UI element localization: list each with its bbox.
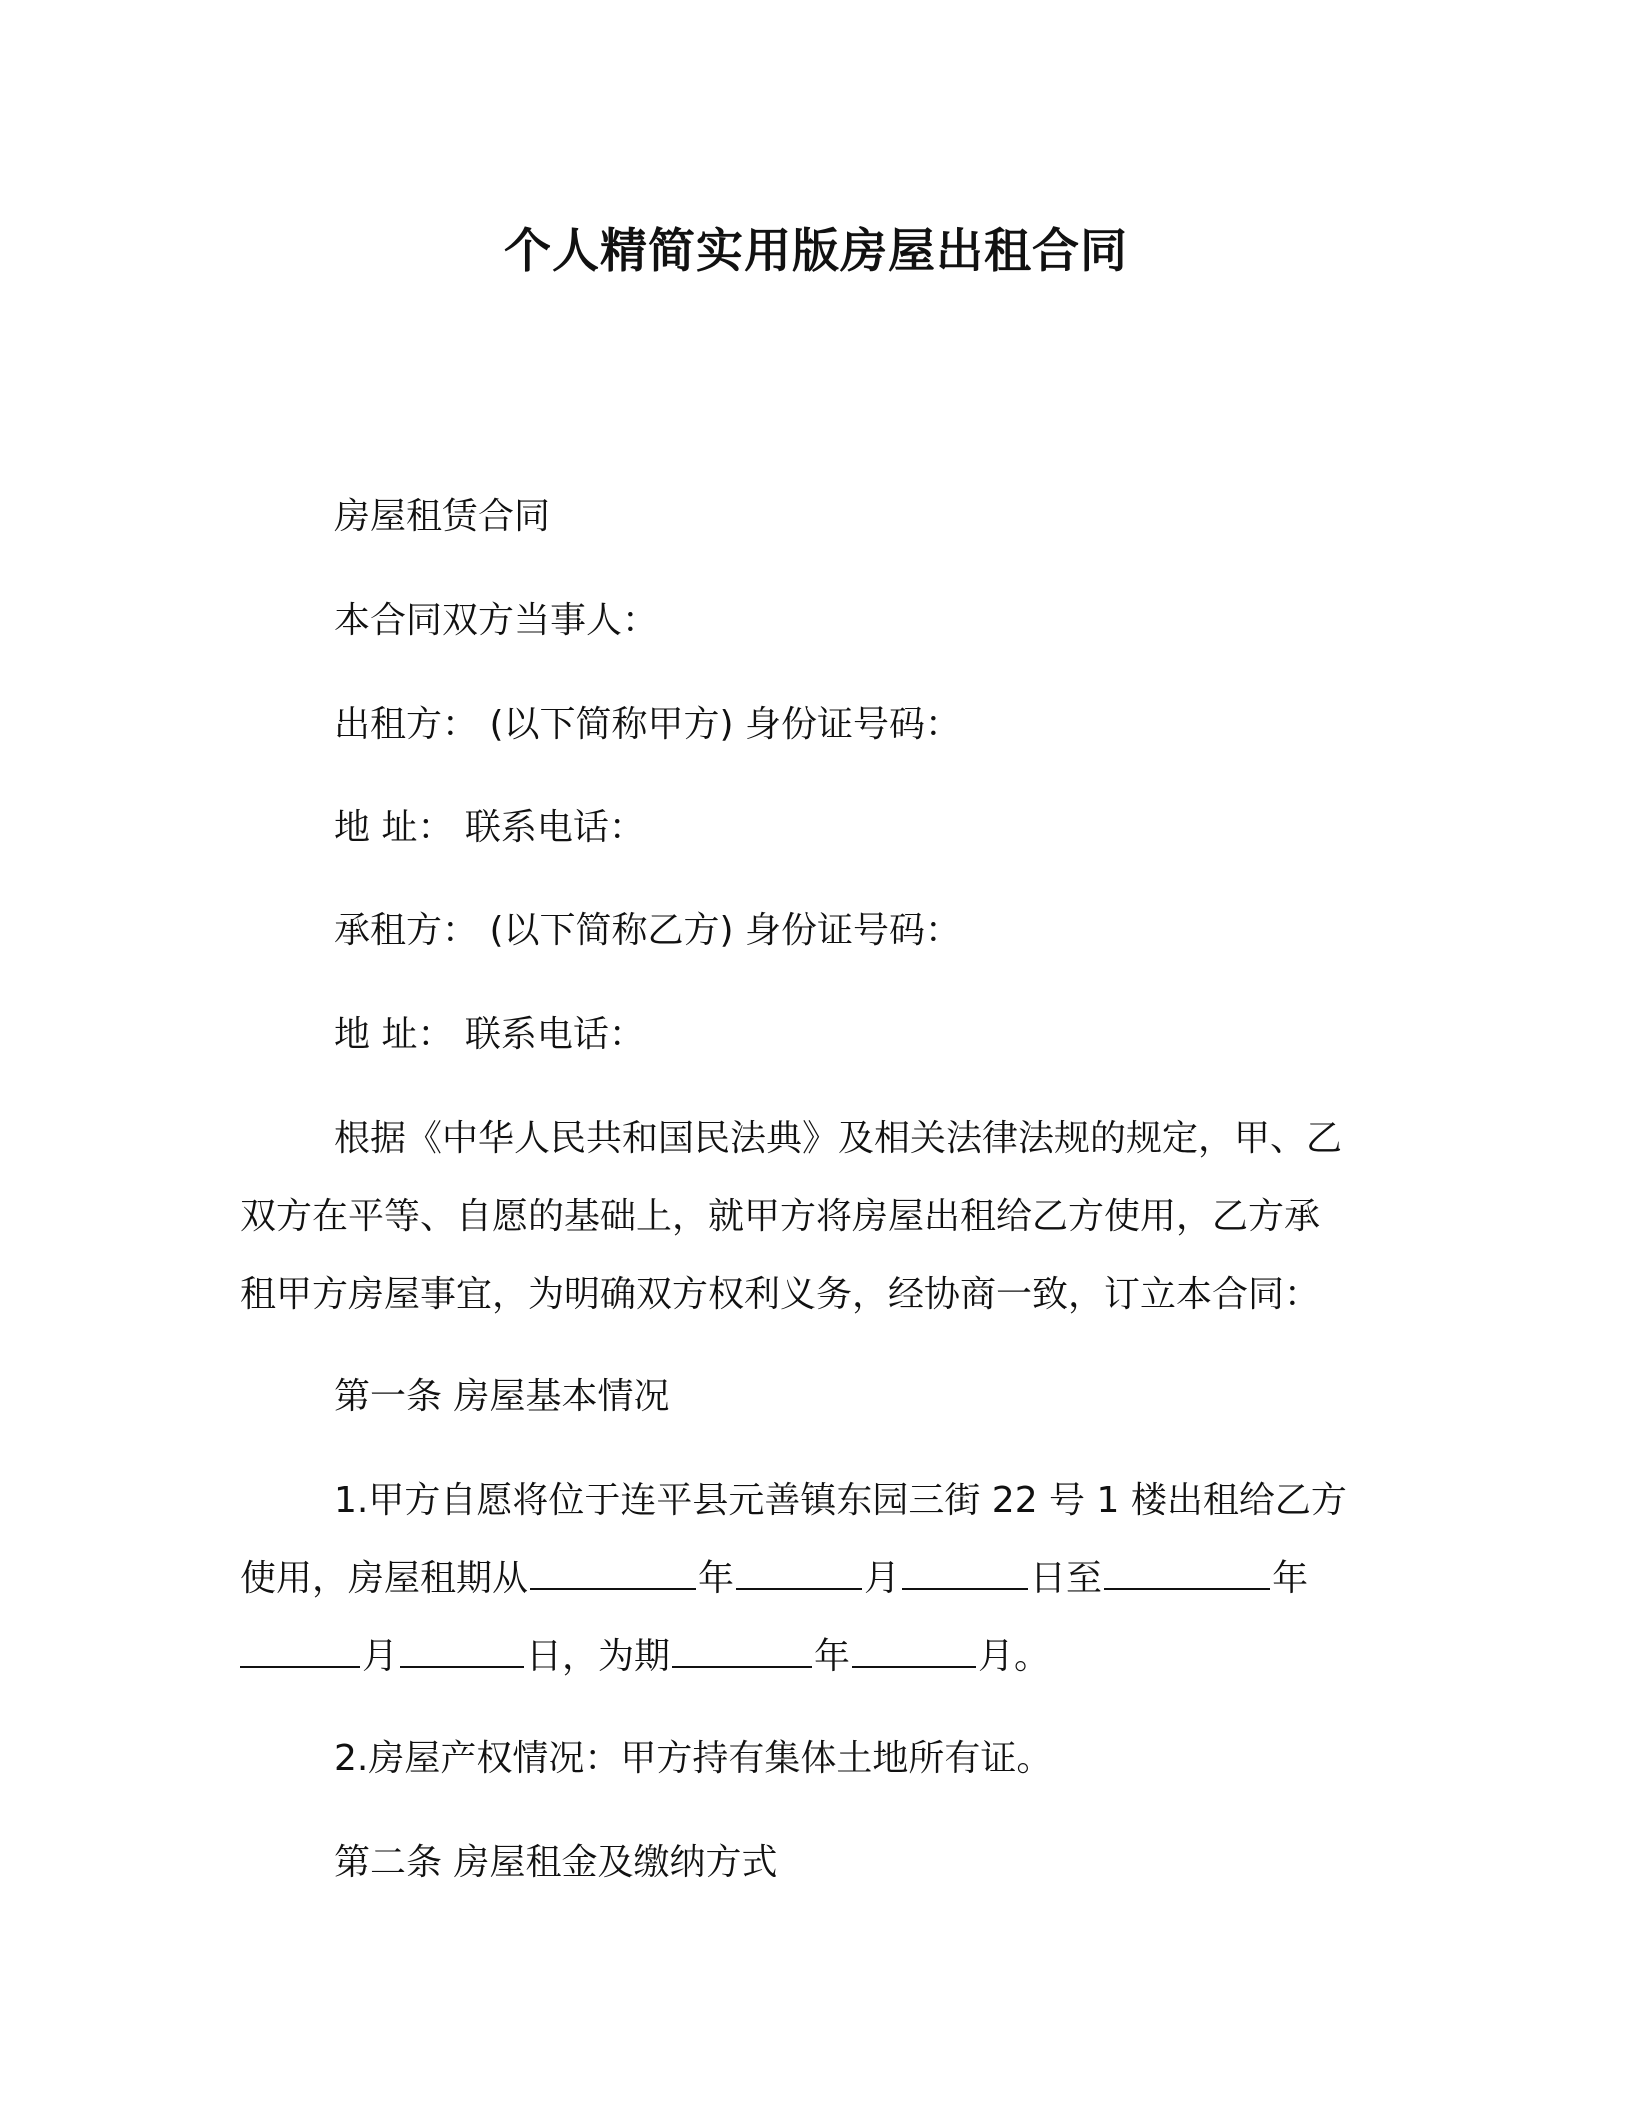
lease-period-text-start: 使用，房屋租期从 xyxy=(240,1558,529,1599)
end-year-label: 年 xyxy=(1272,1558,1309,1599)
article1-item1-line3 xyxy=(240,1632,1050,1682)
day-to-label: 日至 xyxy=(1030,1558,1103,1599)
duration-label: 日，为期 xyxy=(526,1636,671,1677)
duration-years-blank[interactable] xyxy=(672,1632,812,1668)
end-month-label: 月 xyxy=(362,1636,399,1677)
article1-item2: 2.房屋产权情况：甲方持有集体土地所有证。 xyxy=(334,1738,1053,1779)
start-year-blank[interactable] xyxy=(530,1554,696,1590)
article1-item1-line1: 1.甲方自愿将位于连平县元善镇东园三街 22 号 1 楼出租给乙方 xyxy=(334,1480,1347,1521)
preamble-line-3: 租甲方房屋事宜，为明确双方权利义务，经协商一致，订立本合同： xyxy=(240,1274,1321,1315)
duration-month-label: 月。 xyxy=(978,1636,1051,1677)
parties-intro: 本合同双方当事人： xyxy=(334,600,659,641)
duration-months-blank[interactable] xyxy=(852,1632,976,1668)
year-label: 年 xyxy=(698,1558,735,1599)
article1-heading: 第一条 房屋基本情况 xyxy=(334,1376,670,1417)
lessee-line: 承租方： (以下简称乙方) 身份证号码： xyxy=(334,910,961,951)
end-month-blank[interactable] xyxy=(240,1632,360,1668)
lessor-address-line: 地 址： 联系电话： xyxy=(334,807,645,848)
end-year-blank[interactable] xyxy=(1104,1554,1270,1590)
start-month-blank[interactable] xyxy=(736,1554,862,1590)
preamble-line-2: 双方在平等、自愿的基础上，就甲方将房屋出租给乙方使用，乙方承 xyxy=(240,1196,1321,1237)
article1-item1-line2 xyxy=(240,1554,1308,1604)
month-label: 月 xyxy=(864,1558,901,1599)
preamble-line-1: 根据《中华人民共和国民法典》及相关法律法规的规定，甲、乙 xyxy=(334,1118,1343,1159)
document-title: 个人精简实用版房屋出租合同 xyxy=(504,224,1128,279)
start-day-blank[interactable] xyxy=(902,1554,1028,1590)
lessee-address-line: 地 址： 联系电话： xyxy=(334,1014,645,1055)
article2-heading: 第二条 房屋租金及缴纳方式 xyxy=(334,1842,778,1883)
lessor-line: 出租方： (以下简称甲方) 身份证号码： xyxy=(334,704,961,745)
contract-heading: 房屋租赁合同 xyxy=(334,496,551,537)
duration-year-label: 年 xyxy=(814,1636,851,1677)
end-day-blank[interactable] xyxy=(400,1632,524,1668)
